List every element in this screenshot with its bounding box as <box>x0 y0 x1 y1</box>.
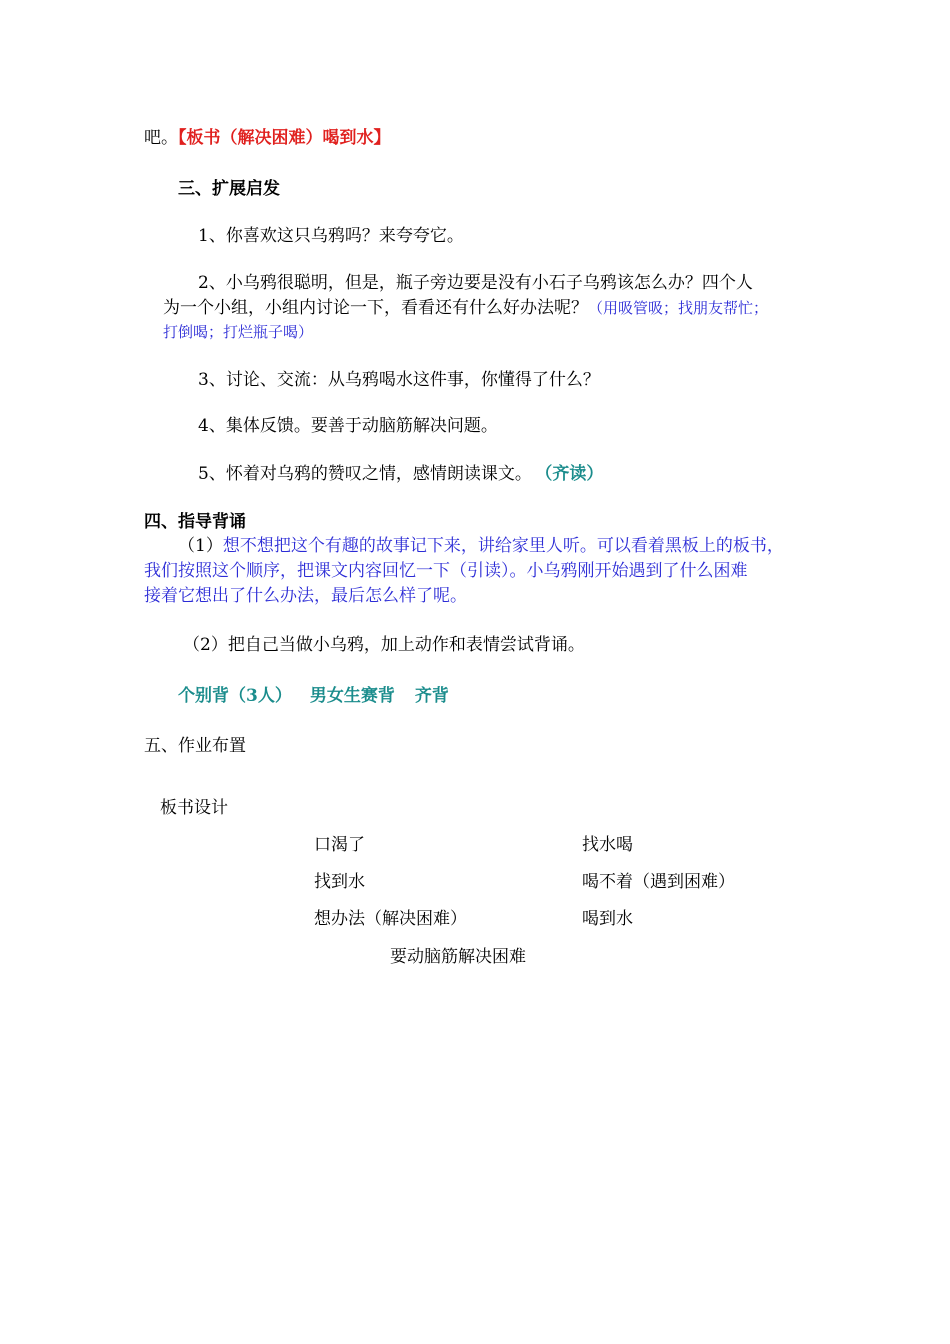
board-right-2: 喝不着（遇到困难） <box>582 872 735 892</box>
item2-note-b: 打倒喝；打烂瓶子喝） <box>163 323 314 341</box>
section4-p1-line2: 我们按照这个顺序，把课文内容回忆一下（引读）。小乌鸦刚开始遇到了什么困难 <box>144 561 748 581</box>
section3-item2-line1: 2、小乌鸦很聪明，但是，瓶子旁边要是没有小石子乌鸦该怎么办？四个人 <box>198 273 753 293</box>
section3-item4: 4、集体反馈。要善于动脑筋解决问题。 <box>198 416 498 436</box>
section5-heading: 五、作业布置 <box>144 736 246 756</box>
section3-item5 <box>198 462 603 486</box>
board-right-3: 喝到水 <box>582 909 633 929</box>
board-left-3: 想办法（解决困难） <box>314 909 467 929</box>
recite-mode-all: 齐背 <box>414 686 449 706</box>
board-left-1: 口渴了 <box>314 835 365 855</box>
board-design-title: 板书设计 <box>160 798 228 818</box>
intro-prefix: 吧。 <box>144 128 178 148</box>
board-note-red: 【板书（解决困难）喝到水】 <box>178 128 391 148</box>
section4-p1-line1 <box>178 534 784 558</box>
section4-heading: 四、指导背诵 <box>144 512 246 532</box>
item5-text: 5、怀着对乌鸦的赞叹之情，感情朗读课文。 <box>198 464 532 484</box>
board-right-1: 找水喝 <box>582 835 633 855</box>
section3-item3: 3、讨论、交流：从乌鸦喝水这件事，你懂得了什么？ <box>198 370 600 390</box>
item5-tag: （齐读） <box>543 464 604 484</box>
item2-note-a: （用吸管吸；找朋友帮忙； <box>588 299 769 317</box>
board-conclusion: 要动脑筋解决困难 <box>390 947 526 967</box>
p1-line1-text: 想不想把这个有趣的故事记下来，讲给家里人听。可以看着黑板上的板书， <box>222 536 784 556</box>
board-left-2: 找到水 <box>314 872 365 892</box>
section3-heading: 三、扩展启发 <box>178 179 280 199</box>
item2-text: 为一个小组，小组内讨论一下，看看还有什么好办法呢？ <box>163 298 588 318</box>
intro-line <box>144 126 391 150</box>
recite-mode-individual: 个别背（3人） <box>178 686 292 706</box>
section4-p1-line3: 接着它想出了什么办法，最后怎么样了呢。 <box>144 586 467 606</box>
p1-prefix: （1） <box>178 536 223 556</box>
section4-p2: （2）把自己当做小乌鸦，加上动作和表情尝试背诵。 <box>183 635 585 655</box>
section3-item1: 1、你喜欢这只乌鸦吗？来夸夸它。 <box>198 226 464 246</box>
recite-modes <box>178 684 449 708</box>
recite-mode-boys-girls: 男女生赛背 <box>309 686 395 706</box>
section3-item2-line2 <box>163 296 768 320</box>
